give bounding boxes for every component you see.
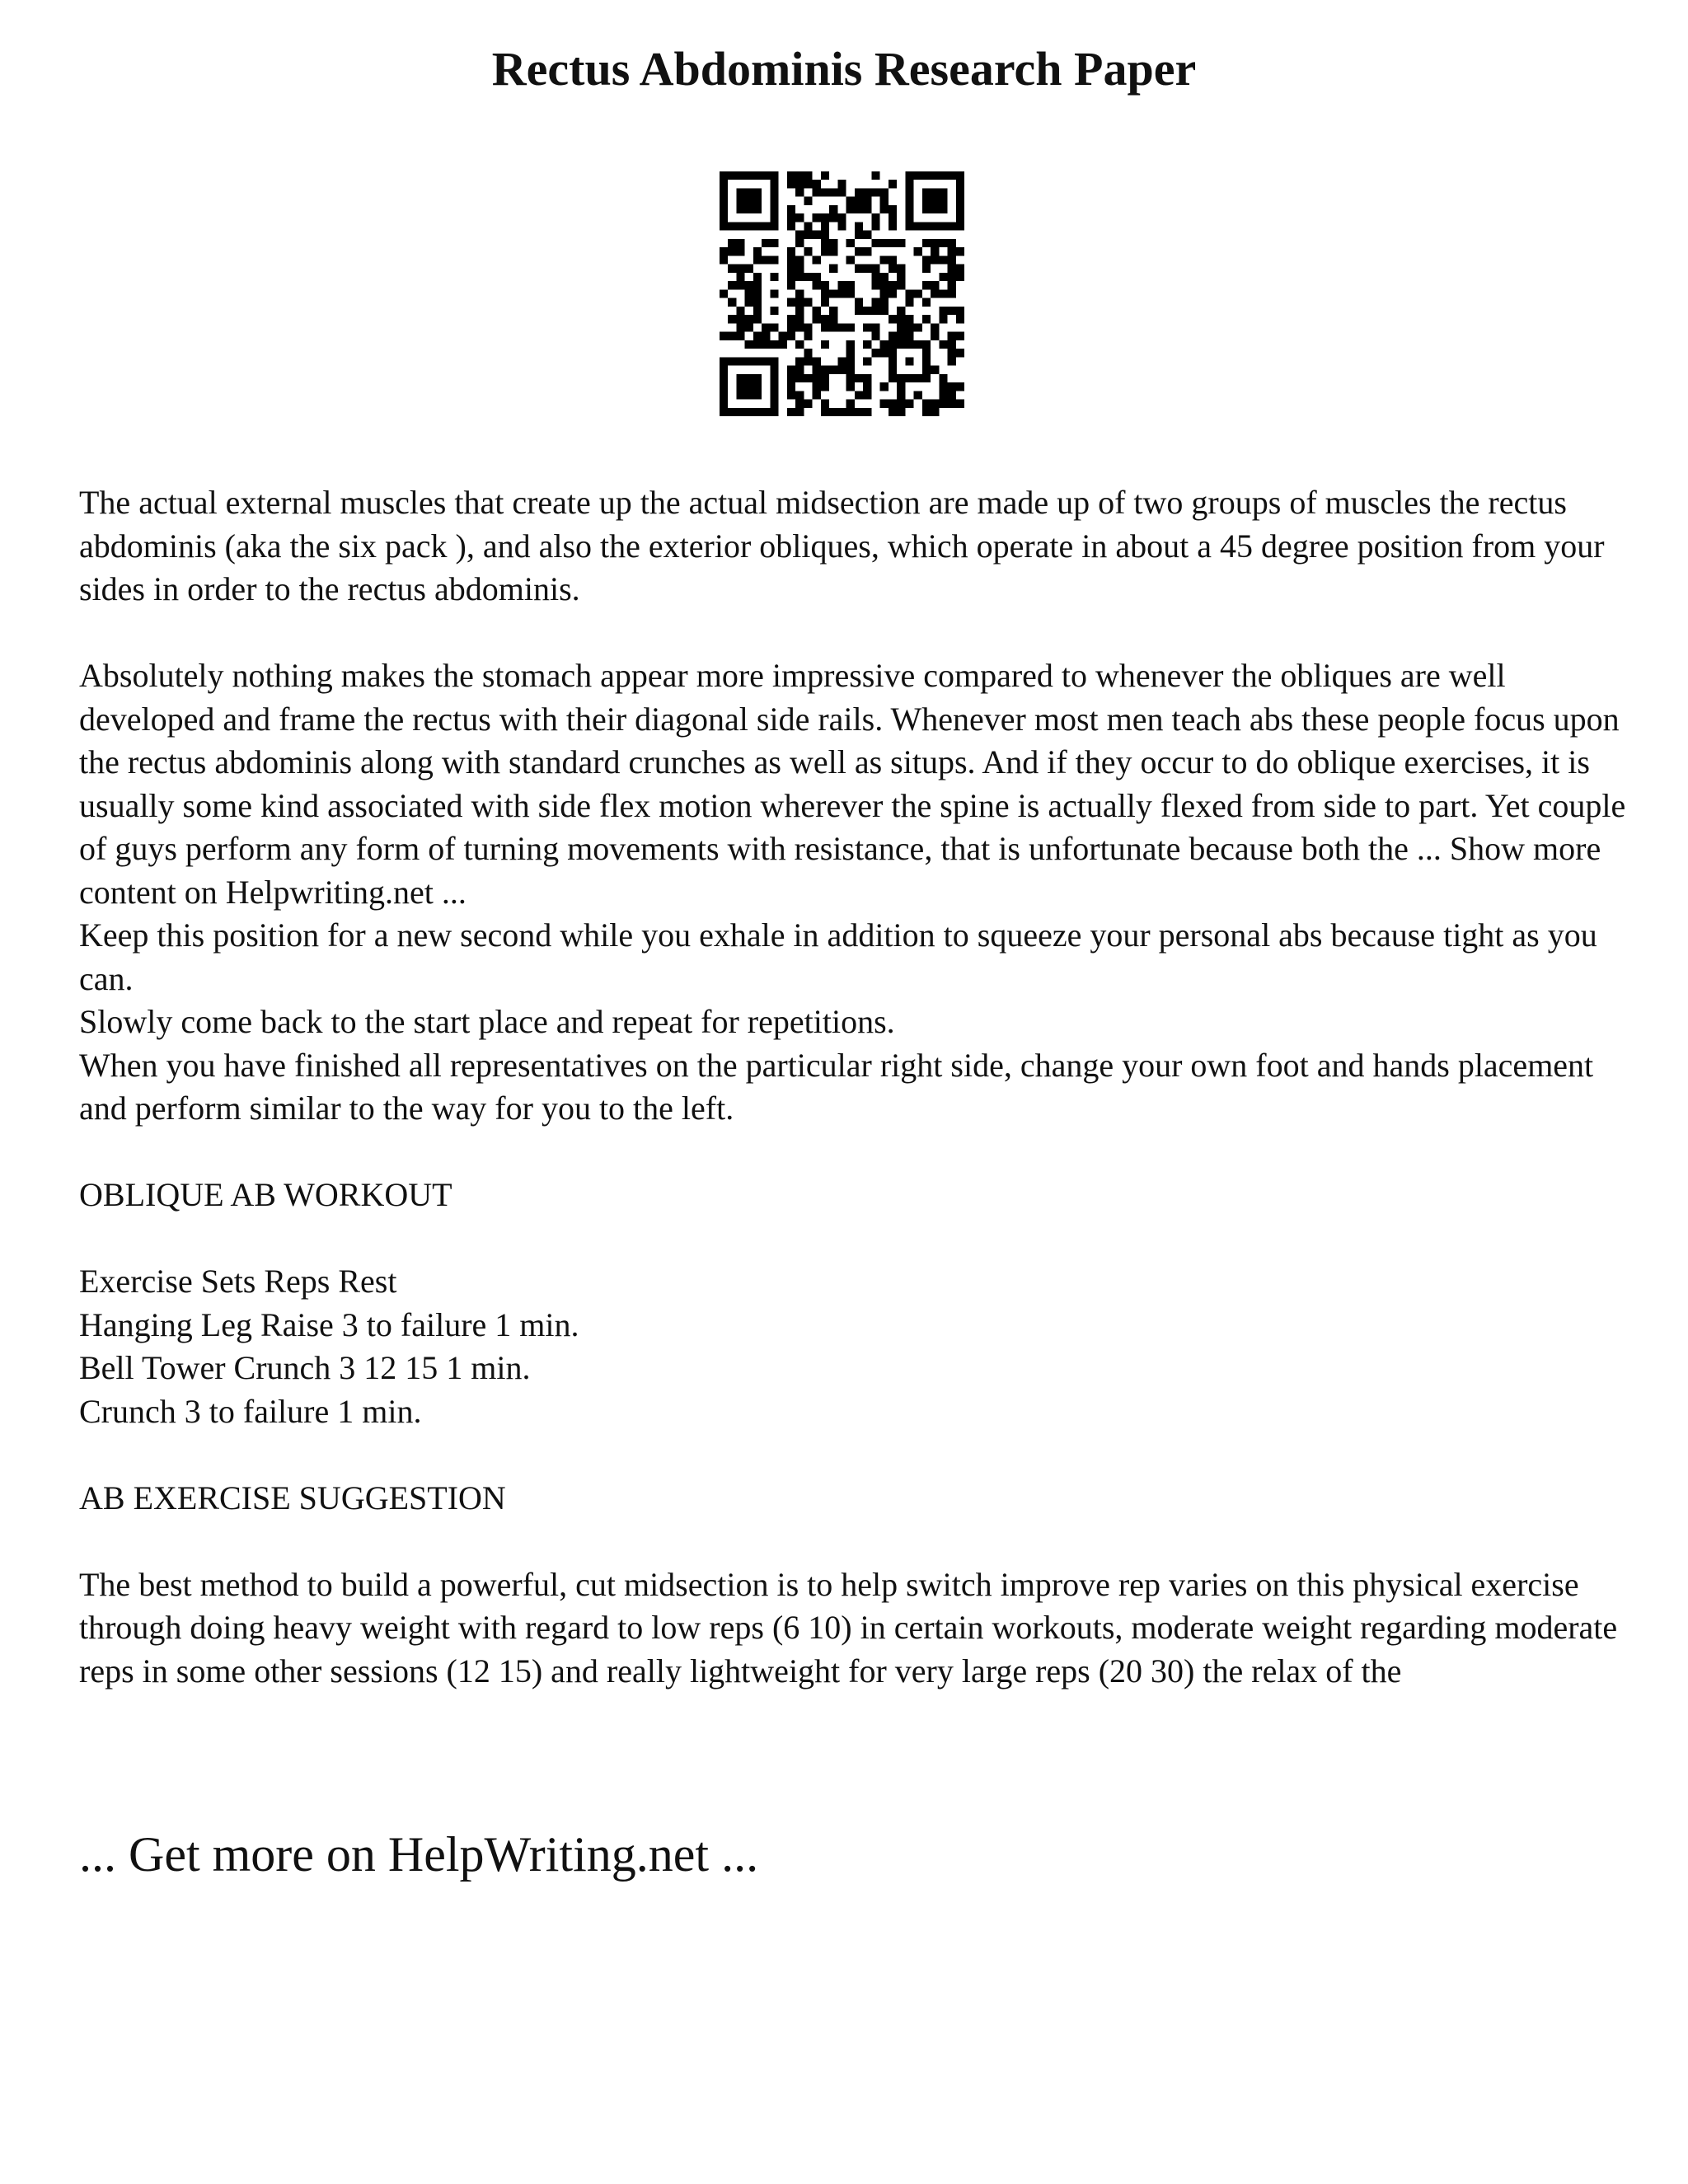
workout-row: Bell Tower Crunch 3 12 15 1 min. <box>79 1349 531 1386</box>
suggestion-paragraph: The best method to build a powerful, cut midsection is to help switch improve rep varies on this physical exercise through doing heavy weight with regard to low reps (6 10) in certain workouts, moderate weight regarding moderate reps in some other sessions (12 15) and really lightweight for very large reps (20 30) the relax of the <box>79 1565 1618 1690</box>
article-body <box>79 481 1629 1693</box>
paragraph-hold-position: Keep this position for a new second while you exhale in addition to squeeze your personal abs because tight as you can. <box>79 916 1597 997</box>
paragraph-intro: The actual external muscles that create up the actual midsection are made up of two groups of muscles the rectus abdominis (aka the six pack ), and also the exterior obliques, which operate in about a 45 degree position from your sides in order to the rectus abdominis. <box>79 484 1605 607</box>
paragraph-return-start: Slowly come back to the start place and repeat for repetitions. <box>79 1003 895 1040</box>
workout-table-header: Exercise Sets Reps Rest <box>79 1263 397 1300</box>
paragraph-obliques: Absolutely nothing makes the stomach appear more impressive compared to whenever the obliques are well developed and frame the rectus with their diagonal side rails. Whenever most men teach abs these people focus upon the rectus abdominis along with standard crunches as well as situps. And if they occur to do oblique exercises, it is usually some kind associated with side flex motion wherever the spine is actually flexed from side to part. Yet couple of guys perform any form of turning movements with resistance, that is unfortunate because both the ... Show more content on Helpwriting.net ... <box>79 657 1626 911</box>
page-title: Rectus Abdominis Research Paper <box>491 42 1197 96</box>
get-more-link[interactable]: ... Get more on HelpWriting.net ... <box>79 1827 759 1882</box>
workout-row: Crunch 3 to failure 1 min. <box>79 1392 422 1430</box>
workout-row: Hanging Leg Raise 3 to failure 1 min. <box>79 1305 579 1343</box>
qr-code-icon <box>720 171 964 416</box>
workout-heading: OBLIQUE AB WORKOUT <box>79 1176 452 1213</box>
suggestion-heading: AB EXERCISE SUGGESTION <box>79 1479 506 1516</box>
paragraph-switch-side: When you have finished all representatives on the particular right side, change your own foot and hands placement and perform similar to the way for you to the left. <box>79 1046 1594 1127</box>
